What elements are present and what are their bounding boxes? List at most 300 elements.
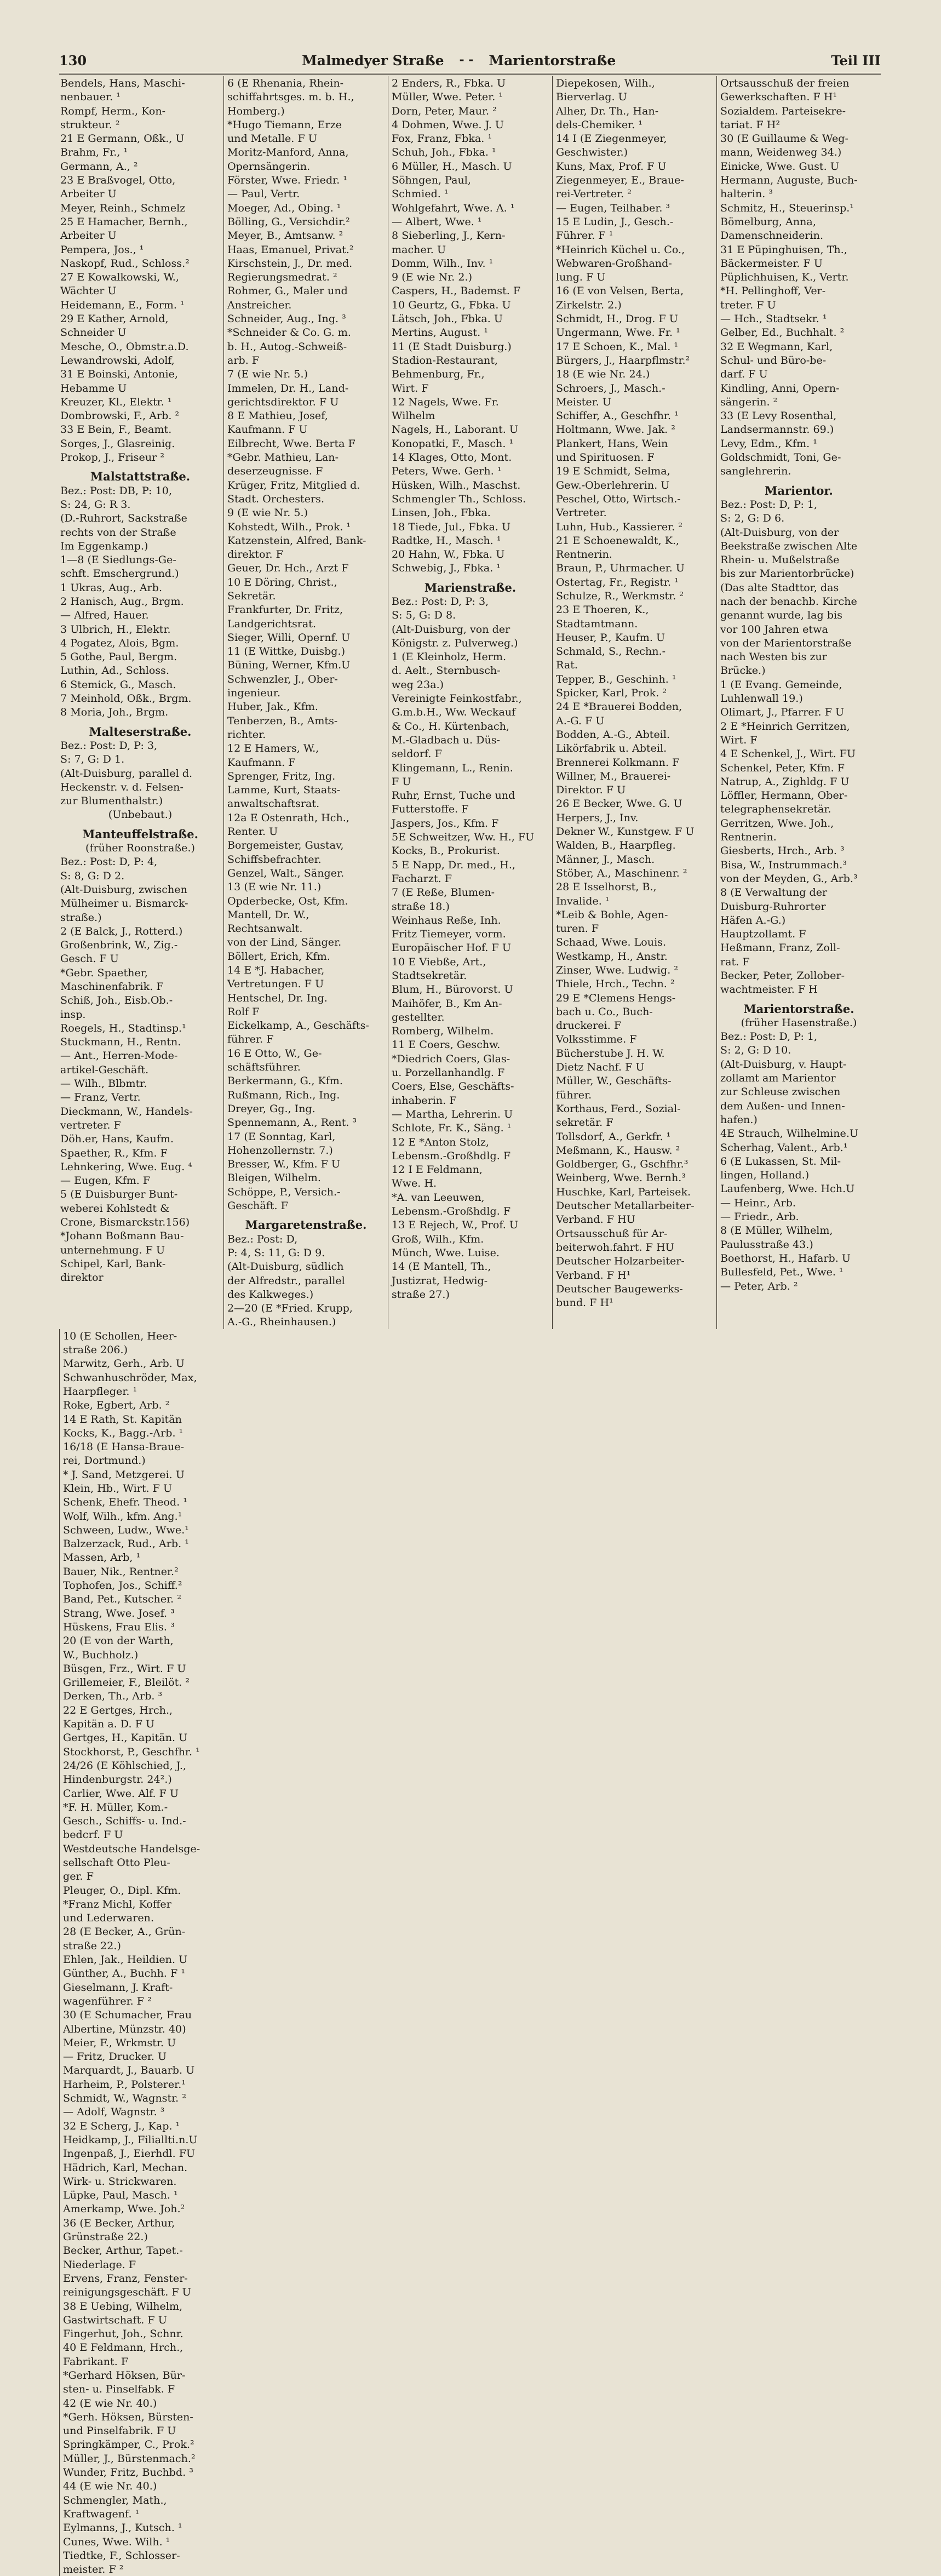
street-heading: Manteuffelstraße. xyxy=(82,827,198,841)
directory-entry: Schaad, Wwe. Louis. xyxy=(556,936,667,949)
directory-entry: Heßmann, Franz, Zoll- xyxy=(720,941,840,954)
directory-entry: der Alfredstr., parallel xyxy=(227,1274,345,1287)
directory-entry: u. Porzellanhandlg. F xyxy=(392,1066,505,1079)
directory-entry: vor 100 Jahren etwa xyxy=(720,622,828,636)
directory-entry: (Alt-Duisburg, parallel d. xyxy=(60,766,193,780)
directory-entry: Meyer, Reinh., Schmelz xyxy=(60,201,186,214)
directory-entry: hafen.) xyxy=(720,1113,758,1126)
directory-entry: treter. F U xyxy=(720,298,776,311)
directory-entry: Meyer, B., Amtsanw. ² xyxy=(227,229,343,242)
directory-entry: Wirt. F xyxy=(392,381,429,394)
directory-entry: 42 (E wie Nr. 40.) xyxy=(63,2396,157,2409)
directory-entry: Westkamp, H., Anstr. xyxy=(556,949,668,963)
directory-entry: Direktor. F U xyxy=(556,783,626,797)
street-note: (Unbebaut.) xyxy=(108,808,173,821)
directory-entry: rei-Vertreter. ² xyxy=(556,187,632,201)
directory-entry: Renter. U xyxy=(227,825,278,838)
directory-entry: Naskopf, Rud., Schloss.² xyxy=(60,256,190,270)
directory-entry: Jaspers, Jos., Kfm. F xyxy=(392,816,499,829)
directory-entry: 28 (E Becker, A., Grün- xyxy=(63,1925,186,1938)
directory-entry: *Johann Boßmann Bau- xyxy=(60,1229,184,1243)
directory-entry: sten- u. Pinselfabk. F xyxy=(63,2383,175,2396)
directory-entry: 20 Hahn, W., Fbka. U xyxy=(392,548,505,561)
directory-entry: Beekstraße zwischen Alte xyxy=(720,539,858,552)
directory-entry: 5 Gothe, Paul, Bergm. xyxy=(60,650,177,663)
directory-entry: Münch, Wwe. Luise. xyxy=(392,1246,500,1259)
directory-entry: 38 E Uebing, Wilhelm, xyxy=(63,2299,183,2312)
directory-entry: und Metalle. F U xyxy=(227,132,317,145)
directory-entry: 17 (E Sonntag, Karl, xyxy=(227,1130,336,1143)
directory-entry: bach u. Co., Buch- xyxy=(556,1005,653,1018)
directory-entry: Gesch. F U xyxy=(60,952,119,965)
directory-entry: Futterstoffe. F xyxy=(392,803,469,816)
directory-entry: 33 (E Levy Rosenthal, xyxy=(720,409,837,422)
directory-entry: Fritz Tiemeyer, vorm. xyxy=(392,928,506,941)
directory-entry: und Spirituosen. F xyxy=(556,451,655,464)
directory-entry: straße 22.) xyxy=(63,1939,121,1952)
directory-entry: Schwebig, J., Fbka. ¹ xyxy=(392,562,501,575)
directory-entry: Radtke, H., Masch. ¹ xyxy=(392,534,501,547)
directory-entry: Geschäft. F xyxy=(227,1199,288,1212)
directory-entry: lung. F U xyxy=(556,271,606,284)
directory-entry: Bendels, Hans, Maschi- xyxy=(60,77,185,89)
directory-entry: Sprenger, Fritz, Ing. xyxy=(227,769,336,782)
directory-entry: *Heinrich Küchel u. Co., xyxy=(556,243,685,256)
directory-entry: nach der benachb. Kirche xyxy=(720,594,857,608)
directory-entry: 4 Pogatez, Alois, Bgm. xyxy=(60,636,179,649)
directory-entry: unternehmung. F U xyxy=(60,1243,165,1256)
directory-entry: Willner, M., Brauerei- xyxy=(556,769,671,782)
directory-entry: Rentnerin. xyxy=(556,548,612,561)
directory-entry: Kocks, K., Bagg.-Arb. ¹ xyxy=(63,1426,183,1439)
directory-entry: 1 Ukras, Aug., Arb. xyxy=(60,581,163,594)
directory-entry: Rußmann, Rich., Ing. xyxy=(227,1088,340,1101)
directory-entry: Püplichhuisen, K., Vertr. xyxy=(720,271,849,284)
directory-entry: straße 27.) xyxy=(392,1287,450,1301)
directory-entry: Krüger, Fritz, Mitglied d. xyxy=(227,478,360,491)
directory-entry: Lätsch, Joh., Fbka. U xyxy=(392,312,503,325)
directory-entry: Lewandrowski, Adolf, xyxy=(60,353,175,367)
directory-entry: Bresser, W., Kfm. F U xyxy=(227,1158,341,1171)
directory-entry: weg 23a.) xyxy=(392,678,444,691)
directory-entry: Meier, F., Wrkmstr. U xyxy=(63,2036,176,2049)
directory-entry: — Wilh., Blbmtr. xyxy=(60,1077,147,1090)
directory-entry: Thiele, Hrch., Techn. ² xyxy=(556,977,675,991)
directory-entry: Kuns, Max, Prof. F U xyxy=(556,159,667,173)
directory-entry: Justizrat, Hedwig- xyxy=(392,1274,488,1287)
directory-entry: inhaberin. F xyxy=(392,1094,457,1107)
directory-entry: Vertreter. xyxy=(556,506,607,519)
directory-entry: Hädrich, Karl, Mechan. xyxy=(63,2161,188,2174)
directory-entry: — Paul, Vertr. xyxy=(227,187,300,201)
directory-entry: 29 E Kather, Arnold, xyxy=(60,312,169,325)
directory-entry: Rentnerin. xyxy=(720,831,777,844)
directory-entry: telegraphensekretär. xyxy=(720,803,831,816)
directory-entry: 13 E Rejech, W., Prof. U xyxy=(392,1218,518,1232)
directory-entry: Deutscher Baugewerks- xyxy=(556,1282,683,1295)
directory-entry: wachtmeister. F H xyxy=(720,983,818,996)
directory-entry: Stadion-Restaurant, xyxy=(392,353,498,367)
directory-entry: Grillemeier, F., Bleilöt. ² xyxy=(63,1676,190,1689)
directory-entry: Schween, Ludw., Wwe.¹ xyxy=(63,1523,189,1536)
directory-entry: wagenführer. F ² xyxy=(63,1994,152,2007)
directory-column xyxy=(716,76,881,1329)
directory-entry: Lamme, Kurt, Staats- xyxy=(227,783,341,797)
directory-entry: 4 E Schenkel, J., Wirt. FU xyxy=(720,747,856,760)
directory-entry: — Friedr., Arb. xyxy=(720,1210,799,1223)
directory-entry: Bürgers, J., Haarpflmstr.² xyxy=(556,353,690,367)
directory-entry: Schwanhuschröder, Max, xyxy=(63,1371,197,1384)
directory-entry: & Co., H. Kürtenbach, xyxy=(392,719,510,732)
directory-entry: Brennerei Kolkmann. F xyxy=(556,755,680,769)
directory-entry: *F. H. Müller, Kom.- xyxy=(63,1800,168,1813)
directory-entry: Dombrowski, F., Arb. ² xyxy=(60,409,180,422)
directory-entry: * J. Sand, Metzgerei. U xyxy=(63,1468,185,1481)
directory-entry: *A. van Leeuwen, xyxy=(392,1190,485,1204)
directory-entry: Zirkelstr. 2.) xyxy=(556,298,622,311)
directory-entry: Marquardt, J., Bauarb. U xyxy=(63,2064,195,2077)
directory-entry: 10 E Viebße, Art., xyxy=(392,955,486,968)
directory-entry: 11 (E Wittke, Duisbg.) xyxy=(227,645,346,658)
directory-entry: sängerin. ² xyxy=(720,395,778,408)
directory-entry: Diepekosen, Wilh., xyxy=(556,77,655,89)
directory-entry: Prokop, J., Friseur ² xyxy=(60,451,165,464)
directory-entry: G.m.b.H., Ww. Weckauf xyxy=(392,706,516,719)
running-title-left-street: Malmedyer Straße xyxy=(302,52,444,68)
directory-entry: 11 (E Stadt Duisburg.) xyxy=(392,340,512,353)
directory-entry: *Gerhard Höksen, Bür- xyxy=(63,2368,186,2382)
directory-entry: Germann, A., ² xyxy=(60,159,138,173)
directory-entry: Ortsausschuß der freien xyxy=(720,77,850,89)
directory-entry: (Das alte Stadttor, das xyxy=(720,581,839,594)
directory-entry: Ingenpaß, J., Eierhdl. FU xyxy=(63,2147,196,2160)
directory-entry: 14 Klages, Otto, Mont. xyxy=(392,451,512,464)
directory-entry: Schroers, J., Masch.- xyxy=(556,381,665,394)
directory-entry: und Lederwaren. xyxy=(63,1911,154,1925)
directory-entry: — Franz, Vertr. xyxy=(60,1091,141,1104)
directory-entry: tariat. F H² xyxy=(720,118,781,131)
directory-entry: Homberg.) xyxy=(227,104,285,117)
directory-entry: Ortsausschuß für Ar- xyxy=(556,1227,668,1240)
directory-entry: Fox, Franz, Fbka. ¹ xyxy=(392,132,492,145)
directory-entry: Kindling, Anni, Opern- xyxy=(720,381,840,394)
directory-entry: Geschwister.) xyxy=(556,146,628,159)
directory-entry: Groß, Wilh., Kfm. xyxy=(392,1232,484,1245)
directory-entry: Romberg, Wilhelm. xyxy=(392,1024,494,1038)
directory-entry: Schipel, Karl, Bank- xyxy=(60,1257,166,1270)
directory-entry: Wirk- u. Strickwaren. xyxy=(63,2174,177,2188)
directory-entry: 9 (E wie Nr. 5.) xyxy=(227,506,308,519)
directory-entry: Hermann, Auguste, Buch- xyxy=(720,174,858,187)
directory-entry: Spicker, Karl, Prok. ² xyxy=(556,686,667,700)
directory-entry: 31 E Boinski, Antonie, xyxy=(60,368,178,381)
directory-entry: Hebamme U xyxy=(60,381,127,394)
directory-entry: 33 E Bein, F., Beamt. xyxy=(60,423,172,436)
directory-entry: Deutscher Metallarbeiter- xyxy=(556,1199,695,1212)
directory-entry: Tophofen, Jos., Schiff.² xyxy=(63,1579,182,1592)
directory-entry: schiffahrtsges. m. b. H., xyxy=(227,90,354,104)
directory-entry: S: 2, G: D 6. xyxy=(720,512,785,525)
directory-entry: Likörfabrik u. Abteil. xyxy=(556,742,667,755)
directory-entry: Sorges, J., Glasreinig. xyxy=(60,437,175,450)
directory-entry: Mantell, Dr. W., xyxy=(227,908,309,921)
directory-entry: rechts von der Straße xyxy=(60,525,176,539)
directory-entry: (Alt-Duisburg, von der xyxy=(392,622,510,636)
directory-entry: Schmied. ¹ xyxy=(392,187,449,201)
directory-entry: 5 (E Duisburger Bunt- xyxy=(60,1188,178,1201)
directory-entry: Rechtsanwalt. xyxy=(227,922,303,935)
directory-entry: Großenbrink, W., Zig.- xyxy=(60,938,178,952)
directory-entry: Balzerzack, Rud., Arb. ¹ xyxy=(63,1537,189,1550)
directory-entry: Invalide. ¹ xyxy=(556,894,610,907)
directory-entry: gestellter. xyxy=(392,1010,445,1023)
directory-entry: Stöber, A., Maschinenr. ² xyxy=(556,866,687,879)
directory-entry: Geuer, Dr. Hch., Arzt F xyxy=(227,562,349,575)
directory-entry: Luhn, Hub., Kassierer. ² xyxy=(556,520,682,533)
directory-entry: S: 5, G: D 8. xyxy=(392,609,456,622)
directory-entry: (D.-Ruhrort, Sackstraße xyxy=(60,512,187,525)
directory-entry: 6 Müller, H., Masch. U xyxy=(392,159,512,173)
directory-entry: 12 I E Feldmann, xyxy=(392,1163,483,1176)
directory-entry: 1 (E Kleinholz, Herm. xyxy=(392,650,507,663)
directory-entry: Lebensm.-Großhdlg. F xyxy=(392,1205,511,1218)
directory-entry: Bez.: Post: D, P: 1, xyxy=(720,1030,818,1043)
directory-entry: Peschel, Otto, Wirtsch.- xyxy=(556,492,681,505)
directory-entry: von der Lind, Sänger. xyxy=(227,936,342,949)
volume-part: Teil III xyxy=(831,52,881,68)
directory-entry: Opderbecke, Ost, Kfm. xyxy=(227,894,348,907)
street-heading: Marientor. xyxy=(765,483,833,497)
directory-entry: Bauer, Nik., Rentner.² xyxy=(63,1565,179,1578)
directory-entry: *Hugo Tiemann, Erze xyxy=(227,118,342,131)
directory-entry: Zinser, Wwe. Ludwig. ² xyxy=(556,964,679,976)
directory-entry: Webwaren-Großhand- xyxy=(556,256,672,270)
directory-entry: Wächter U xyxy=(60,284,117,297)
running-title xyxy=(302,53,616,68)
directory-entry: 2 E *Heinrich Gerritzen, xyxy=(720,719,850,732)
directory-entry: (Alt-Duisburg, v. Haupt- xyxy=(720,1057,847,1071)
directory-entry: Stuckmann, H., Rentn. xyxy=(60,1035,181,1049)
directory-entry: Haarpfleger. ¹ xyxy=(63,1384,137,1398)
directory-entry: Frankfurter, Dr. Fritz, xyxy=(227,603,343,616)
directory-entry: Crone, Bismarckstr.156) xyxy=(60,1216,190,1229)
directory-entry: — Martha, Lehrerin. U xyxy=(392,1107,513,1120)
directory-entry: *Schneider & Co. G. m. xyxy=(227,326,351,339)
directory-entry: — Albert, Wwe. ¹ xyxy=(392,215,482,228)
directory-entry: Böllert, Erich, Kfm. xyxy=(227,949,330,963)
directory-entry: Gesch., Schiffs- u. Ind.- xyxy=(63,1814,186,1828)
directory-entry: Paulusstraße 43.) xyxy=(720,1238,813,1251)
directory-entry: 16/18 (E Hansa-Braue- xyxy=(63,1440,185,1453)
directory-entry: artikel-Geschäft. xyxy=(60,1063,149,1076)
directory-entry: Laufenberg, Wwe. Hch.U xyxy=(720,1182,855,1195)
directory-entry: — Adolf, Wagnstr. ³ xyxy=(63,2105,165,2119)
directory-entry: Goldberger, G., Gschfhr.³ xyxy=(556,1158,688,1171)
directory-entry: 5E Schweitzer, Ww. H., FU xyxy=(392,831,535,844)
directory-entry: Fingerhut, Joh., Schnr. xyxy=(63,2327,183,2340)
directory-entry: Dreyer, Gg., Ing. xyxy=(227,1102,315,1115)
directory-entry: 7 Meinhold, Oßk., Brgm. xyxy=(60,692,192,705)
directory-entry: Dieckmann, W., Handels- xyxy=(60,1104,193,1118)
directory-entry: Wolf, Wilh., kfm. Ang.¹ xyxy=(63,1509,182,1522)
directory-entry: 14 E Rath, St. Kapitän xyxy=(63,1412,182,1426)
directory-entry: 25 E Hamacher, Bernh., xyxy=(60,215,188,228)
directory-entry: Derken, Th., Arb. ³ xyxy=(63,1690,163,1703)
directory-entry: *Franz Michl, Koffer xyxy=(63,1897,171,1910)
directory-entry: Günther, A., Buchh. F ¹ xyxy=(63,1967,186,1980)
directory-entry: Carlier, Wwe. Alf. F U xyxy=(63,1787,179,1800)
directory-entry: ger. F xyxy=(63,1870,94,1883)
directory-entry: 23 E Thoeren, K., xyxy=(556,603,649,616)
directory-entry: bund. F H¹ xyxy=(556,1296,613,1309)
directory-entry: Spennemann, A., Rent. ³ xyxy=(227,1116,357,1129)
directory-entry: Eickelkamp, A., Geschäfts- xyxy=(227,1019,369,1032)
directory-entry: Rhein- u. Mußelstraße xyxy=(720,553,840,566)
directory-entry: P: 4, S: 11, G: D 9. xyxy=(227,1246,325,1259)
directory-entry: Im Eggenkamp.) xyxy=(60,539,148,552)
directory-entry: straße 18.) xyxy=(392,900,450,913)
directory-entry: 4 Dohmen, Wwe. J. U xyxy=(392,118,504,131)
directory-entry: 13 (E wie Nr. 11.) xyxy=(227,880,322,894)
directory-entry: 14 I (E Ziegenmeyer, xyxy=(556,132,667,145)
directory-entry: 10 E Döring, Christ., xyxy=(227,575,337,588)
directory-entry: straße.) xyxy=(60,911,102,924)
running-title-right-street: Marientorstraße xyxy=(489,52,616,68)
directory-entry: Wwe. H. xyxy=(392,1177,437,1190)
directory-entry: Brahm, Fr., ¹ xyxy=(60,146,128,159)
directory-entry: insp. xyxy=(60,1007,86,1021)
directory-entry: Schul- und Büro-be- xyxy=(720,353,827,367)
directory-entry: Schuh, Joh., Fbka. ¹ xyxy=(392,146,496,159)
directory-entry: Deutscher Holzarbeiter- xyxy=(556,1255,685,1268)
directory-entry: Tiedtke, F., Schlosser- xyxy=(63,2549,180,2562)
directory-entry: Kirschstein, J., Dr. med. xyxy=(227,256,353,270)
directory-entry: Kocks, B., Prokurist. xyxy=(392,844,500,857)
directory-entry: Gieselmann, J. Kraft- xyxy=(63,1980,173,1994)
directory-entry: 17 E Schoen, K., Mal. ¹ xyxy=(556,340,678,353)
directory-entry: Becker, Arthur, Tapet.- xyxy=(63,2244,183,2257)
directory-entry: Bisa, W., Instrummach.³ xyxy=(720,858,847,871)
directory-entry: arb. F xyxy=(227,353,260,367)
directory-entry: Büning, Werner, Kfm.U xyxy=(227,659,351,672)
directory-entry: — Ant., Herren-Mode- xyxy=(60,1049,178,1062)
directory-entry: Cunes, Wwe. Wilh. ¹ xyxy=(63,2535,170,2548)
directory-entry: — Fritz, Drucker. U xyxy=(63,2050,167,2063)
directory-entry: Bodden, A.-G., Abteil. xyxy=(556,728,670,741)
directory-entry: Klein, Hb., Wirt. F U xyxy=(63,1481,173,1495)
street-heading: Malteserstraße. xyxy=(89,724,192,739)
directory-entry: richter. xyxy=(227,728,266,741)
directory-entry: Natrup, A., Zighldg. F U xyxy=(720,775,850,788)
directory-entry: Spaether, R., Kfm. F xyxy=(60,1146,168,1159)
directory-entry: Massen, Arb, ¹ xyxy=(63,1551,141,1564)
directory-entry: Förster, Wwe. Friedr. ¹ xyxy=(227,174,347,187)
directory-entry: 10 Geurtz, G., Fbka. U xyxy=(392,298,511,311)
directory-entry: S: 7, G: D 1. xyxy=(60,753,125,766)
directory-entry: mann, Weidenweg 34.) xyxy=(720,146,842,159)
directory-entry: Walden, B., Haarpfleg. xyxy=(556,839,676,852)
directory-entry: *Gebr. Spaether, xyxy=(60,966,148,979)
directory-entry: — Eugen, Teilhaber. ³ xyxy=(556,201,670,214)
directory-entry: Albertine, Münzstr. 40) xyxy=(63,2022,186,2035)
directory-entry: 12 Nagels, Wwe. Fr. xyxy=(392,395,499,408)
directory-entry: Rohmer, G., Maler und xyxy=(227,284,348,297)
directory-entry: turen. F xyxy=(556,922,599,935)
directory-entry: Dietz Nachf. F U xyxy=(556,1061,645,1074)
directory-entry: 44 (E wie Nr. 40.) xyxy=(63,2480,157,2493)
directory-entry: Männer, J., Masch. xyxy=(556,852,655,866)
directory-entry: Klingemann, L., Renin. xyxy=(392,761,513,774)
directory-entry: 4E Strauch, Wilhelmine.U xyxy=(720,1127,859,1140)
directory-entry: Heckenstr. v. d. Felsen- xyxy=(60,780,183,793)
directory-entry: 7 (E wie Nr. 5.) xyxy=(227,368,308,381)
directory-entry: 24/26 (E Köhlschied, J., xyxy=(63,1759,187,1772)
directory-entry: Lebensm.-Großhdlg. F xyxy=(392,1149,511,1162)
directory-entry: lingen, Holland.) xyxy=(720,1169,810,1182)
directory-entry: Söhngen, Paul, xyxy=(392,174,471,187)
directory-column xyxy=(59,1329,223,2576)
directory-entry: Niederlage. F xyxy=(63,2258,136,2271)
directory-entry: Schneider U xyxy=(60,326,127,339)
directory-entry: Berkermann, G., Kfm. xyxy=(227,1074,343,1087)
directory-entry: Bez.: Post: D, xyxy=(227,1232,298,1245)
directory-entry: sellschaft Otto Pleu- xyxy=(63,1856,170,1869)
directory-entry: Roegels, H., Stadtinsp.¹ xyxy=(60,1021,186,1034)
street-note: (früher Roonstraße.) xyxy=(85,842,195,855)
directory-entry: Bömelburg, Anna, xyxy=(720,215,816,228)
directory-entry: schft. Emschergrund.) xyxy=(60,567,179,580)
directory-entry: Wunder, Fritz, Buchbd. ³ xyxy=(63,2466,194,2479)
directory-entry: Schmengler Th., Schloss. xyxy=(392,492,526,505)
directory-entry: Regierungsmedrat. ² xyxy=(227,271,337,284)
directory-entry: Müller, Wwe. Peter. ¹ xyxy=(392,90,503,104)
directory-entry: Wilhelm xyxy=(392,409,435,422)
directory-entry: — Eugen, Kfm. F xyxy=(60,1174,151,1187)
directory-entry: Boethorst, H., Hafarb. U xyxy=(720,1251,851,1264)
directory-entry: Ostertag, Fr., Registr. ¹ xyxy=(556,575,679,588)
street-heading: Marienstraße. xyxy=(424,580,517,594)
directory-entry: Stadtsekretär. xyxy=(392,969,467,982)
street-heading: Margaretenstraße. xyxy=(245,1218,367,1232)
directory-entry: Maihöfer, B., Km An- xyxy=(392,997,502,1010)
directory-entry: strukteur. ² xyxy=(60,118,120,131)
directory-entry: Ehlen, Jak., Heildien. U xyxy=(63,1953,188,1966)
directory-entry: darf. F U xyxy=(720,368,768,381)
directory-entry: Heidemann, E., Form. ¹ xyxy=(60,298,185,311)
directory-entry: rat. F xyxy=(720,955,750,968)
directory-entry: 1—8 (E Siedlungs-Ge- xyxy=(60,553,176,566)
directory-entry: Schmidt, H., Drog. F U xyxy=(556,312,678,325)
directory-entry: Schmald, S., Rechn.- xyxy=(556,645,666,658)
directory-entry: deserzeugnisse. F xyxy=(227,465,323,478)
directory-entry: bedcrf. F U xyxy=(63,1828,123,1841)
directory-entry: Stadtamtmann. xyxy=(556,617,638,630)
directory-entry: *Leib & Bohle, Agen- xyxy=(556,908,668,921)
directory-entry: Büsgen, Frz., Wirt. F U xyxy=(63,1662,186,1675)
directory-entry: Tollsdorf, A., Gerkfr. ¹ xyxy=(556,1130,671,1143)
directory-entry: Rat. xyxy=(556,659,578,672)
street-note: (früher Hasenstraße.) xyxy=(741,1016,857,1029)
directory-entry: Herpers, J., Inv. xyxy=(556,811,639,824)
directory-entry: Maschinenfabrik. F xyxy=(60,980,164,993)
running-title-separator: - - xyxy=(459,52,474,67)
directory-entry: ingenieur. xyxy=(227,686,281,700)
directory-entry: — Heinr., Arb. xyxy=(720,1196,796,1209)
directory-entry: Opernsängerin. xyxy=(227,159,311,173)
directory-entry: Mesche, O., Obmstr.a.D. xyxy=(60,340,189,353)
directory-entry: 22 E Gertges, Hrch., xyxy=(63,1703,173,1716)
directory-entry: macher. U xyxy=(392,243,446,256)
